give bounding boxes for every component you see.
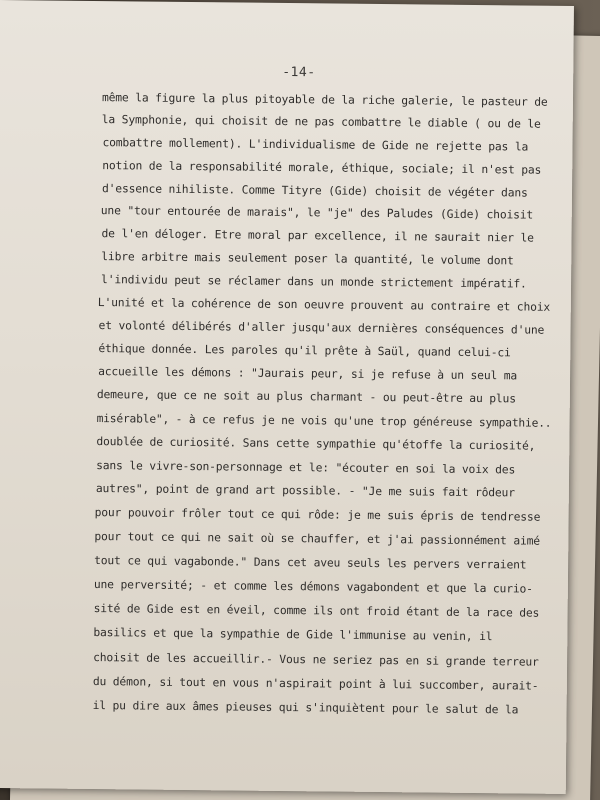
text-line: l'individu peut se réclamer dans un monde strictement impératif. [101, 273, 527, 291]
text-line: sité de Gide est en éveil, comme ils ont froid étant de la race des [93, 602, 540, 620]
text-line: demeure, que ce ne soit au plus charmant - ou peut-être au plus [96, 388, 516, 406]
text-line: basilics et que la sympathie de Gide l'immunise au venin, il [93, 626, 493, 644]
text-line: tout ce qui vagabonde." Dans cet aveu seuls les pervers verraient [94, 554, 527, 572]
text-line: de l'en déloger. Etre moral par excellence, il ne saurait nier le [101, 227, 534, 245]
text-line: accueille les démons : "Jaurais peur, si je refuse à un seul ma [98, 365, 518, 383]
text-line: sans le vivre-son-personnage et le: "écouter en soi la voix des [96, 459, 516, 477]
text-line: même la figure la plus pitoyable de la riche galerie, le pasteur de [101, 91, 548, 109]
text-line: misérable", - à ce refus je ne vois qu'une trop généreuse sympathie.. [96, 412, 552, 430]
text-line: il pu dire aux âmes pieuses qui s'inquiètent pour le salut de la [92, 699, 519, 717]
text-line: et volonté délibérés d'aller jusqu'aux dernières conséquences d'une [98, 319, 545, 337]
text-line: L'unité et la cohérence de son oeuvre prouvent au contraire et choix [97, 296, 551, 314]
text-line: pour tout ce qui ne sait où se chauffer, et j'ai passionnément aimé [94, 530, 541, 548]
text-line: autres", point de grand art possible. - "Je me suis fait rôdeur [95, 482, 515, 500]
text-line: libre arbitre mais seulement poser la quantité, le volume dont [101, 250, 514, 268]
text-line: doublée de curiosité. Sans cette sympathie qu'étoffe la curiosité, [96, 435, 536, 453]
text-line: une perversité; - et comme les démons vagabondent et que la curio- [93, 578, 533, 596]
text-line: une "tour entourée de marais", le "je" des Paludes (Gide) choisit [100, 204, 534, 222]
text-line: combattre mollement). L'individualisme de Gide ne rejette pas la [102, 136, 529, 154]
text-line: du démon, si tout en vous n'aspirait point à lui succomber, aurait- [92, 675, 539, 693]
text-line: d'essence nihiliste. Comme Tityre (Gide) choisit de végéter dans [101, 182, 528, 200]
text-line: pour pouvoir frôler tout ce qui rôde: je me suis épris de tendresse [94, 506, 541, 524]
text-line: choisit de les accueillir.- Vous ne seriez pas en si grande terreur [93, 651, 539, 669]
text-line: la Symphonie, qui choisit de ne pas combattre le diable ( ou de le [101, 113, 541, 131]
text-line: éthique donnée. Les paroles qu'il prête à Saül, quand celui-ci [98, 342, 511, 360]
page-number: -14- [282, 64, 316, 81]
text-line: notion de la responsabilité morale, éthique, sociale; il n'est pas [102, 159, 542, 177]
